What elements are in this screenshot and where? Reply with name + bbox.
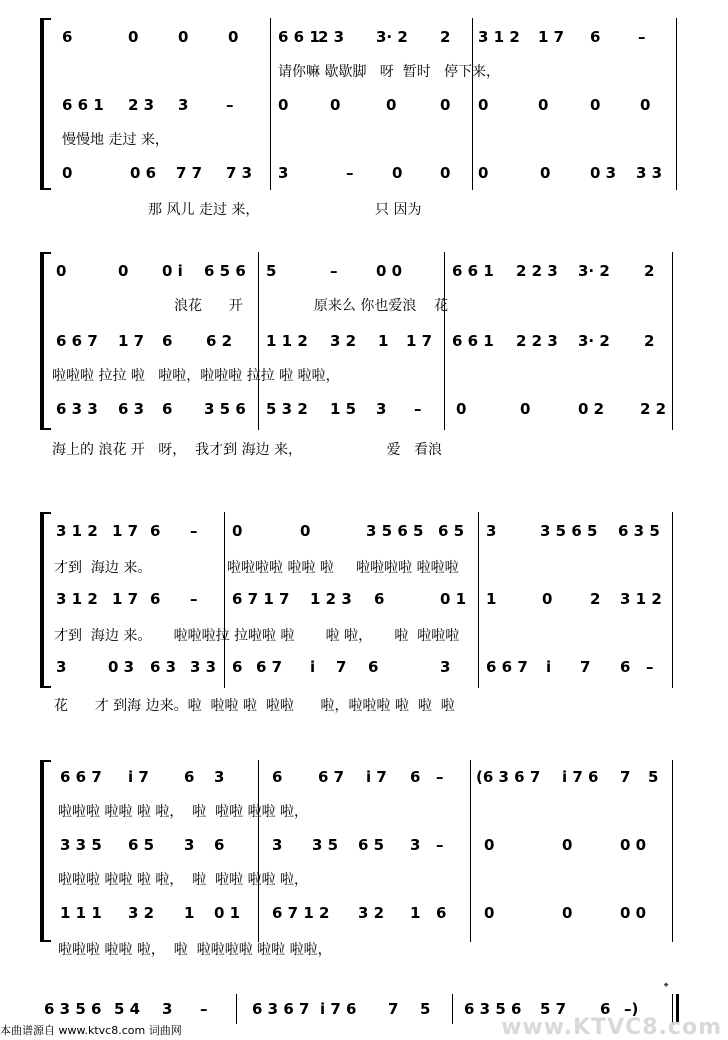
lyrics-line: 慢慢地 走过 来， — [62, 132, 169, 148]
note: 3· 2 — [578, 332, 610, 350]
lyrics-line: 花 才 到海 边来。啦 啦啦 啦 啦啦 啦，啦啦啦 啦 啦 啦 — [54, 698, 455, 714]
note: 1 2 3 — [310, 590, 352, 608]
note: 2 — [440, 28, 451, 46]
coda-icon: 𝄌 — [664, 980, 669, 994]
note: 6 — [600, 1000, 611, 1018]
note: 2 3 — [318, 28, 345, 46]
note: 3 — [162, 1000, 173, 1018]
part-row — [0, 398, 728, 420]
note: 6 6 1 — [452, 262, 494, 280]
note: 1 — [486, 590, 497, 608]
note: 0 — [128, 28, 139, 46]
note: – — [638, 28, 646, 46]
note: – — [436, 836, 444, 854]
part-row — [0, 656, 728, 678]
note: 0 0 — [620, 904, 647, 922]
note: 6 — [620, 658, 631, 676]
note: 0 — [484, 904, 495, 922]
note: 3· 2 — [578, 262, 610, 280]
note: 1 7 — [118, 332, 145, 350]
note: 6 3 — [150, 658, 177, 676]
note: 0 — [228, 28, 239, 46]
lyrics-line: 浪花 开 原来么 你也爱浪 花 — [174, 298, 449, 314]
note: – — [346, 164, 354, 182]
note: 6 5 — [438, 522, 465, 540]
note: 0 — [520, 400, 531, 418]
note: 0 — [562, 836, 573, 854]
note: 0 — [440, 96, 451, 114]
note: 0 1 — [214, 904, 241, 922]
part-row — [0, 834, 728, 856]
note: 6 5 6 — [204, 262, 246, 280]
part-row — [0, 902, 728, 924]
note: 2 — [590, 590, 601, 608]
note: 0 — [178, 28, 189, 46]
note: 6 2 — [206, 332, 233, 350]
note: 6 3 — [118, 400, 145, 418]
note: 1 7 — [538, 28, 565, 46]
note: 6 6 7 — [60, 768, 102, 786]
note: 3 — [376, 400, 387, 418]
note: – — [646, 658, 654, 676]
note: 3 5 6 5 — [540, 522, 598, 540]
note: 3 2 — [358, 904, 385, 922]
note: 6 5 — [128, 836, 155, 854]
note: i 7 6 — [320, 1000, 357, 1018]
note: 1 — [410, 904, 421, 922]
note: 3 — [56, 658, 67, 676]
note: 3 1 2 — [56, 590, 98, 608]
note: 1 — [378, 332, 389, 350]
note: 6 — [162, 332, 173, 350]
note: – — [226, 96, 234, 114]
note: 0 — [456, 400, 467, 418]
note: 6 — [184, 768, 195, 786]
note: 6 7 1 7 — [232, 590, 290, 608]
note: 6 — [150, 590, 161, 608]
note: 1 7 — [112, 522, 139, 540]
note: 5 3 2 — [266, 400, 308, 418]
note: 0 — [590, 96, 601, 114]
note: 6 — [214, 836, 225, 854]
note: 3 2 — [128, 904, 155, 922]
note: 3 — [278, 164, 289, 182]
note: (6 3 6 7 — [476, 768, 541, 786]
note: i 7 — [128, 768, 149, 786]
note: 1 5 — [330, 400, 357, 418]
note: 6 — [436, 904, 447, 922]
note: 5 7 — [540, 1000, 567, 1018]
note: 0 — [640, 96, 651, 114]
note: 0 — [386, 96, 397, 114]
note: i 7 — [366, 768, 387, 786]
note: 2 2 — [640, 400, 667, 418]
note: 7 — [580, 658, 591, 676]
note: 0 0 — [620, 836, 647, 854]
note: 0 — [542, 590, 553, 608]
note: 7 7 — [176, 164, 203, 182]
part-row — [0, 162, 728, 184]
note: 0 — [232, 522, 243, 540]
lyrics-line: 才到 海边 来。 啦啦啦啦 啦啦 啦 啦啦啦啦 啦啦啦 — [54, 560, 459, 576]
note: 6 5 — [358, 836, 385, 854]
note: 6 7 — [256, 658, 283, 676]
note: i — [546, 658, 552, 676]
note: 3 — [214, 768, 225, 786]
note: 6 — [272, 768, 283, 786]
note: – — [190, 522, 198, 540]
note: 0 — [300, 522, 311, 540]
note: 7 — [336, 658, 347, 676]
note: 3 3 — [190, 658, 217, 676]
note: 3 — [440, 658, 451, 676]
note: 0 i — [162, 262, 183, 280]
note: 0 — [392, 164, 403, 182]
note: 1 7 — [112, 590, 139, 608]
note: 6 6 7 — [56, 332, 98, 350]
note: 2 3 — [128, 96, 155, 114]
note: 0 6 — [130, 164, 157, 182]
note: 6 6 7 — [486, 658, 528, 676]
note: – — [436, 768, 444, 786]
note: 3· 2 — [376, 28, 408, 46]
part-row — [0, 330, 728, 352]
note: i 7 6 — [562, 768, 599, 786]
note: 7 — [388, 1000, 399, 1018]
note: 0 — [330, 96, 341, 114]
lyrics-line: 才到 海边 来。 啦啦啦拉 拉啦啦 啦 啦 啦， 啦 啦啦啦 — [54, 628, 460, 644]
lyrics-line: 请你嘛 歇歇脚 呀 暂时 停下来， — [278, 64, 501, 80]
note: – — [200, 1000, 208, 1018]
lyrics-line: 海上的 浪花 开 呀， 我才到 海边 来， 爱 看浪 — [52, 442, 442, 458]
note: 2 — [644, 262, 655, 280]
note: 0 — [118, 262, 129, 280]
note: 6 7 — [318, 768, 345, 786]
note: 3 3 5 — [60, 836, 102, 854]
note: 6 — [162, 400, 173, 418]
note: 6 6 1 — [278, 28, 320, 46]
lyrics-line: 啦啦啦 拉拉 啦 啦啦，啦啦啦 拉拉 啦 啦啦， — [52, 368, 340, 384]
source-footer: 本曲谱源自 www.ktvc8.com 词曲网 — [0, 1024, 182, 1037]
note: 5 — [420, 1000, 431, 1018]
note: 1 1 2 — [266, 332, 308, 350]
note: 6 — [368, 658, 379, 676]
note: 3 — [184, 836, 195, 854]
note: 3 1 2 — [620, 590, 662, 608]
note: 0 — [278, 96, 289, 114]
note: 0 — [62, 164, 73, 182]
note: 3 5 — [312, 836, 339, 854]
part-row — [0, 260, 728, 282]
part-row — [0, 26, 728, 48]
note: 1 7 — [406, 332, 433, 350]
note: 0 3 — [590, 164, 617, 182]
note: 0 — [478, 164, 489, 182]
note: 6 3 6 7 — [252, 1000, 310, 1018]
part-row — [0, 766, 728, 788]
note: – — [330, 262, 338, 280]
note: 2 2 3 — [516, 332, 558, 350]
lyrics-line: 啦啦啦 啦啦 啦 啦， 啦 啦啦 啦啦 啦， — [58, 872, 309, 888]
note: 6 — [374, 590, 385, 608]
note: i — [310, 658, 316, 676]
note: 0 — [56, 262, 67, 280]
note: 0 2 — [578, 400, 605, 418]
note: 7 3 — [226, 164, 253, 182]
lyrics-line: 啦啦啦 啦啦 啦 啦， 啦 啦啦 啦啦 啦， — [58, 804, 309, 820]
note: 0 — [478, 96, 489, 114]
note: 0 — [440, 164, 451, 182]
note: 3 1 2 — [56, 522, 98, 540]
note: 3 — [486, 522, 497, 540]
note: 3 — [410, 836, 421, 854]
note: 2 2 3 — [516, 262, 558, 280]
note: 6 — [232, 658, 243, 676]
note: 6 — [410, 768, 421, 786]
note: –) — [624, 1000, 639, 1018]
note: 3 5 6 5 — [366, 522, 424, 540]
note: 0 — [538, 96, 549, 114]
note: 6 3 5 6 — [44, 1000, 102, 1018]
note: 0 0 — [376, 262, 403, 280]
note: 5 — [266, 262, 277, 280]
note: 5 4 — [114, 1000, 141, 1018]
note: 0 1 — [440, 590, 467, 608]
note: 0 — [540, 164, 551, 182]
note: 6 — [590, 28, 601, 46]
note: 6 — [150, 522, 161, 540]
note: 6 3 3 — [56, 400, 98, 418]
note: 3 1 2 — [478, 28, 520, 46]
note: 0 — [562, 904, 573, 922]
note: 1 1 1 — [60, 904, 102, 922]
note: 3 — [178, 96, 189, 114]
note: 3 — [272, 836, 283, 854]
note: 0 3 — [108, 658, 135, 676]
note: 1 — [184, 904, 195, 922]
note: 0 — [484, 836, 495, 854]
lyrics-line: 那 风儿 走过 来， 只 因为 — [148, 202, 422, 218]
part-row — [0, 520, 728, 542]
note: 3 2 — [330, 332, 357, 350]
note: 7 — [620, 768, 631, 786]
note: 6 7 1 2 — [272, 904, 330, 922]
note: 3 5 6 — [204, 400, 246, 418]
note: 2 — [644, 332, 655, 350]
note: 6 3 5 6 — [464, 1000, 522, 1018]
note: 6 3 5 — [618, 522, 660, 540]
note: 6 6 1 — [62, 96, 104, 114]
note: – — [414, 400, 422, 418]
note: 6 — [62, 28, 73, 46]
note: 5 — [648, 768, 659, 786]
part-row — [0, 588, 728, 610]
site-watermark: www.KTVC8.com — [501, 1015, 722, 1040]
note: 3 3 — [636, 164, 663, 182]
note: 6 6 1 — [452, 332, 494, 350]
part-row — [0, 94, 728, 116]
note: – — [190, 590, 198, 608]
lyrics-line: 啦啦啦 啦啦 啦， 啦 啦啦啦啦 啦啦 啦啦， — [58, 942, 332, 958]
